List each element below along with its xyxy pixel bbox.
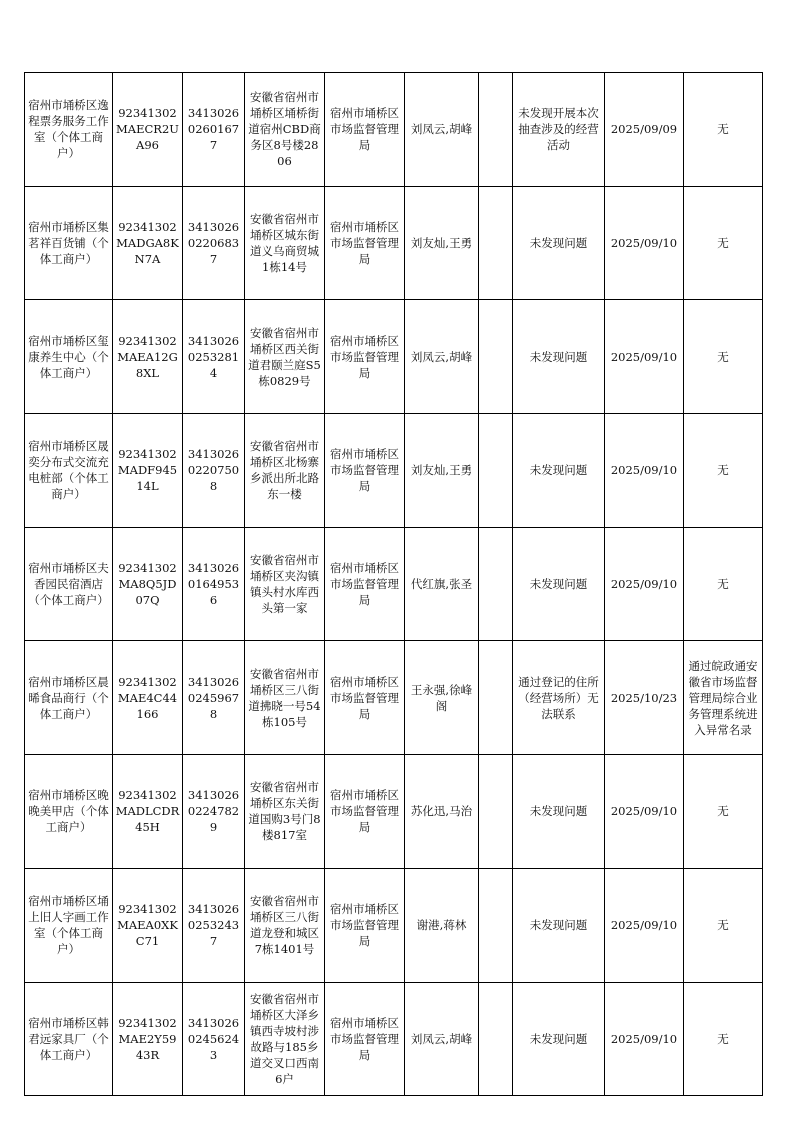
authority-cell: 宿州市埇桥区市场监督管理局 [325, 300, 405, 414]
address-cell: 安徽省宿州市埇桥区夹沟镇镇头村水库西头第一家 [245, 527, 325, 641]
inspection-result-cell: 通过登记的住所（经营场所）无法联系 [513, 641, 605, 755]
table-row [25, 300, 763, 414]
table-row [25, 641, 763, 755]
action-taken-cell: 无 [684, 527, 763, 641]
action-taken-cell: 无 [684, 868, 763, 982]
blank-cell [479, 186, 513, 300]
business-name-cell: 宿州市埇桥区集茗祥百货铺（个体工商户） [25, 186, 113, 300]
action-taken-cell: 无 [684, 300, 763, 414]
address-cell: 安徽省宿州市埇桥区三八街道龙登和城区7栋1401号 [245, 868, 325, 982]
authority-cell: 宿州市埇桥区市场监督管理局 [325, 755, 405, 869]
business-name-cell: 宿州市埇桥区晚晚美甲店（个体工商户） [25, 755, 113, 869]
address-cell: 安徽省宿州市埇桥区大泽乡镇西寺坡村涉故路与185乡道交叉口西南6户 [245, 982, 325, 1096]
address-cell: 安徽省宿州市埇桥区东关街道国购3号门8楼817室 [245, 755, 325, 869]
inspectors-cell: 苏化迅,马治 [405, 755, 479, 869]
inspection-result-cell: 未发现问题 [513, 186, 605, 300]
registration-number-cell: 341302601649536 [183, 527, 245, 641]
table-row [25, 527, 763, 641]
registration-number-cell: 341302602459678 [183, 641, 245, 755]
inspectors-cell: 刘凤云,胡峰 [405, 982, 479, 1096]
date-cell: 2025/09/10 [605, 300, 684, 414]
registration-number-cell: 341302602601677 [183, 73, 245, 187]
credit-code-cell: 92341302MADLCDR45H [113, 755, 183, 869]
inspection-result-cell: 未发现问题 [513, 982, 605, 1096]
registration-number-cell: 341302602456243 [183, 982, 245, 1096]
credit-code-cell: 92341302MADGA8KN7A [113, 186, 183, 300]
action-taken-cell: 无 [684, 755, 763, 869]
inspection-results-table [24, 72, 763, 1096]
inspection-result-cell: 未发现问题 [513, 414, 605, 528]
blank-cell [479, 73, 513, 187]
inspection-result-cell: 未发现问题 [513, 755, 605, 869]
authority-cell: 宿州市埇桥区市场监督管理局 [325, 414, 405, 528]
address-cell: 安徽省宿州市埇桥区三八街道拂晓一号54栋105号 [245, 641, 325, 755]
table-row [25, 982, 763, 1096]
action-taken-cell: 无 [684, 414, 763, 528]
authority-cell: 宿州市埇桥区市场监督管理局 [325, 641, 405, 755]
date-cell: 2025/10/23 [605, 641, 684, 755]
address-cell: 安徽省宿州市埇桥区城东街道义乌商贸城1栋14号 [245, 186, 325, 300]
date-cell: 2025/09/10 [605, 982, 684, 1096]
registration-number-cell: 341302602206837 [183, 186, 245, 300]
address-cell: 安徽省宿州市埇桥区埇桥街道宿州CBD商务区8号楼2806 [245, 73, 325, 187]
blank-cell [479, 300, 513, 414]
business-name-cell: 宿州市埇桥区玺康养生中心（个体工商户） [25, 300, 113, 414]
inspectors-cell: 刘友灿,王勇 [405, 186, 479, 300]
table-row [25, 73, 763, 187]
business-name-cell: 宿州市埇桥区逸程票务服务工作室（个体工商户） [25, 73, 113, 187]
inspectors-cell: 王永强,徐峰阁 [405, 641, 479, 755]
authority-cell: 宿州市埇桥区市场监督管理局 [325, 527, 405, 641]
inspection-result-cell: 未发现开展本次抽查涉及的经营活动 [513, 73, 605, 187]
inspectors-cell: 谢港,蒋林 [405, 868, 479, 982]
authority-cell: 宿州市埇桥区市场监督管理局 [325, 73, 405, 187]
date-cell: 2025/09/10 [605, 755, 684, 869]
address-cell: 安徽省宿州市埇桥区西关街道君颐兰庭S5栋0829号 [245, 300, 325, 414]
blank-cell [479, 641, 513, 755]
business-name-cell: 宿州市埇桥区埇上旧人字画工作室（个体工商户） [25, 868, 113, 982]
date-cell: 2025/09/10 [605, 414, 684, 528]
authority-cell: 宿州市埇桥区市场监督管理局 [325, 186, 405, 300]
inspection-result-cell: 未发现问题 [513, 300, 605, 414]
table-row [25, 868, 763, 982]
table-row [25, 755, 763, 869]
credit-code-cell: 92341302MA8Q5JD07Q [113, 527, 183, 641]
business-name-cell: 宿州市埇桥区晟奕分布式交流充电桩部（个体工商户） [25, 414, 113, 528]
action-taken-cell: 无 [684, 73, 763, 187]
date-cell: 2025/09/09 [605, 73, 684, 187]
action-taken-cell: 通过皖政通安徽省市场监督管理局综合业务管理系统进入异常名录 [684, 641, 763, 755]
inspection-result-cell: 未发现问题 [513, 868, 605, 982]
action-taken-cell: 无 [684, 186, 763, 300]
inspectors-cell: 刘友灿,王勇 [405, 414, 479, 528]
authority-cell: 宿州市埇桥区市场监督管理局 [325, 982, 405, 1096]
date-cell: 2025/09/10 [605, 868, 684, 982]
registration-number-cell: 341302602532814 [183, 300, 245, 414]
credit-code-cell: 92341302MAEA0XKC71 [113, 868, 183, 982]
action-taken-cell: 无 [684, 982, 763, 1096]
business-name-cell: 宿州市埇桥区晨晞食品商行（个体工商户） [25, 641, 113, 755]
table-row [25, 414, 763, 528]
inspectors-cell: 代红旗,张圣 [405, 527, 479, 641]
inspectors-cell: 刘凤云,胡峰 [405, 73, 479, 187]
credit-code-cell: 92341302MAEA12G8XL [113, 300, 183, 414]
registration-number-cell: 341302602532437 [183, 868, 245, 982]
blank-cell [479, 755, 513, 869]
business-name-cell: 宿州市埇桥区韩君远家具厂（个体工商户） [25, 982, 113, 1096]
credit-code-cell: 92341302MAE2Y5943R [113, 982, 183, 1096]
table-row [25, 186, 763, 300]
address-cell: 安徽省宿州市埇桥区北杨寨乡派出所北路东一楼 [245, 414, 325, 528]
date-cell: 2025/09/10 [605, 527, 684, 641]
blank-cell [479, 982, 513, 1096]
inspectors-cell: 刘凤云,胡峰 [405, 300, 479, 414]
blank-cell [479, 527, 513, 641]
table-body [25, 73, 763, 1096]
date-cell: 2025/09/10 [605, 186, 684, 300]
credit-code-cell: 92341302MAE4C44166 [113, 641, 183, 755]
business-name-cell: 宿州市埇桥区夫香园民宿酒店（个体工商户） [25, 527, 113, 641]
credit-code-cell: 92341302MAECR2UA96 [113, 73, 183, 187]
registration-number-cell: 341302602207508 [183, 414, 245, 528]
blank-cell [479, 414, 513, 528]
blank-cell [479, 868, 513, 982]
registration-number-cell: 341302602247829 [183, 755, 245, 869]
credit-code-cell: 92341302MADF94514L [113, 414, 183, 528]
authority-cell: 宿州市埇桥区市场监督管理局 [325, 868, 405, 982]
inspection-result-cell: 未发现问题 [513, 527, 605, 641]
